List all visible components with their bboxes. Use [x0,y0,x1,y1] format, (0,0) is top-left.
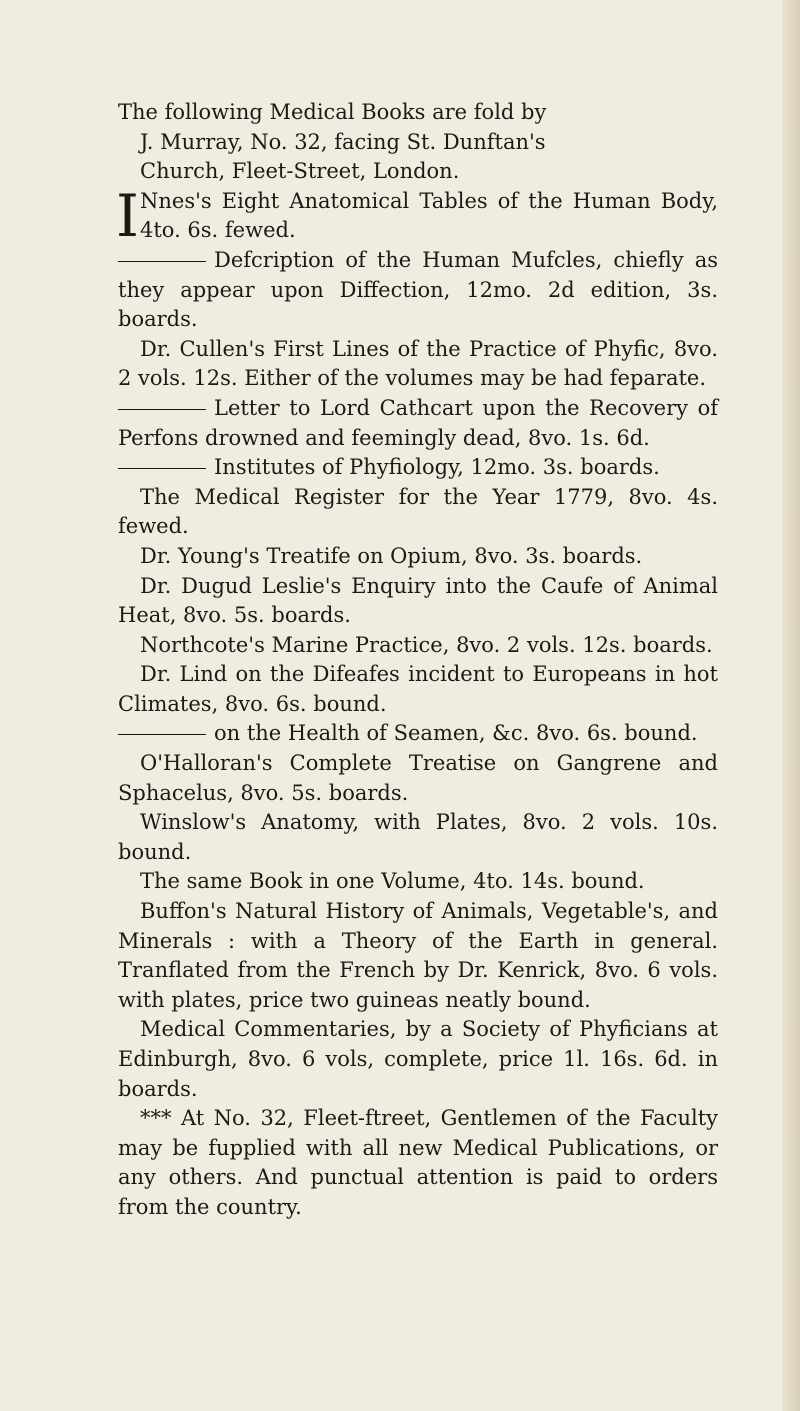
ditto-dash [118,468,206,469]
book-entry-lind-seamen [118,719,718,749]
header-line-1: The following Medical Books are fold by [118,100,547,124]
entry-text: Dr. Young's Treatife on Opium, 8vo. 3s. boards. [140,543,643,568]
entry-text: O'Halloran's Complete Treatise on Gangrene and Sphacelus, 8vo. 5s. boards. [118,751,718,805]
book-entry-winslow [118,808,718,867]
entry-text: The Medical Register for the Year 1779, 8vo. 4s. fewed. [118,484,718,539]
entry-text: Northcote's Marine Practice, 8vo. 2 vols. 12s. boards. [140,632,713,657]
entry-text: on the Health of Seamen, &c. 8vo. 6s. bound. [214,721,698,746]
entry-text: Dr. Dugud Leslie's Enquiry into the Caufe of Animal Heat, 8vo. 5s. boards. [118,573,718,628]
drop-cap: I [116,181,139,250]
header-line-3: Church, Fleet-Street, London. [140,159,460,184]
book-entry-lind-diseases [118,660,718,719]
entry-text: Defcription of the Human Mufcles, chiefly as they appear upon Diffection, 12mo. 2d edition, 3s. boards. [118,247,718,332]
entry-text: *** At No. 32, Fleet-ftreet, Gentlemen of the Faculty may be fupplied with all new Medical Publications, or any others. And punctual attention is paid to orders from the country. [118,1106,718,1219]
book-entry-ohalloran [118,749,718,808]
header [118,98,718,187]
book-entry-cullen [118,335,718,394]
book-entry-medical-register [118,483,718,542]
entry-text: Institutes of Phyfiology, 12mo. 3s. boards. [214,455,660,480]
entry-text: Buffon's Natural History of Animals, Vegetable's, and Minerals : with a Theory of the Earth in general. Tranflated from the French by Dr. Kenrick, 8vo. 6 vols. with plates, price two guineas neatly bound. [118,899,718,1012]
page-edge [782,0,800,1411]
book-entry-muscles [118,246,718,335]
entry-text: Letter to Lord Cathcart upon the Recovery of Perfons drowned and feemingly dead, 8vo. 1s. 6d. [118,395,718,450]
advertisement-text [118,98,718,1223]
ditto-dash [118,409,206,410]
book-entry-innes-tables [116,181,718,250]
book-entry-cathcart-letter [118,394,718,453]
ditto-dash [118,261,206,262]
entry-text: Nnes's Eight Anatomical Tables of the Human Body, 4to. 6s. fewed. [140,188,718,243]
entry-text: Medical Commentaries, by a Society of Phyficians at Edinburgh, 8vo. 6 vols, complete, price 1l. 16s. 6d. in boards. [118,1017,718,1101]
entry-text: The same Book in one Volume, 4to. 14s. bound. [140,869,645,894]
book-entry-medical-commentaries [118,1015,718,1104]
book-entry-same-book [118,867,718,897]
entry-text: Dr. Cullen's First Lines of the Practice of Phyfic, 8vo. 2 vols. 12s. Either of the volumes may be had feparate. [118,336,718,391]
entry-text: Winslow's Anatomy, with Plates, 8vo. 2 vols. 10s. bound. [118,810,718,864]
book-entry-young-opium [118,542,718,572]
book-entry-buffon [118,897,718,1015]
entry-text: Dr. Lind on the Difeafes incident to Europeans in hot Climates, 8vo. 6s. bound. [118,662,718,716]
header-line-2: J. Murray, No. 32, facing St. Dunftan's [140,129,546,154]
book-entry-institutes [118,453,718,483]
book-entry-leslie-heat [118,572,718,631]
ditto-dash [118,734,206,735]
book-entry-northcote [118,631,718,661]
closing-notice [118,1104,718,1222]
